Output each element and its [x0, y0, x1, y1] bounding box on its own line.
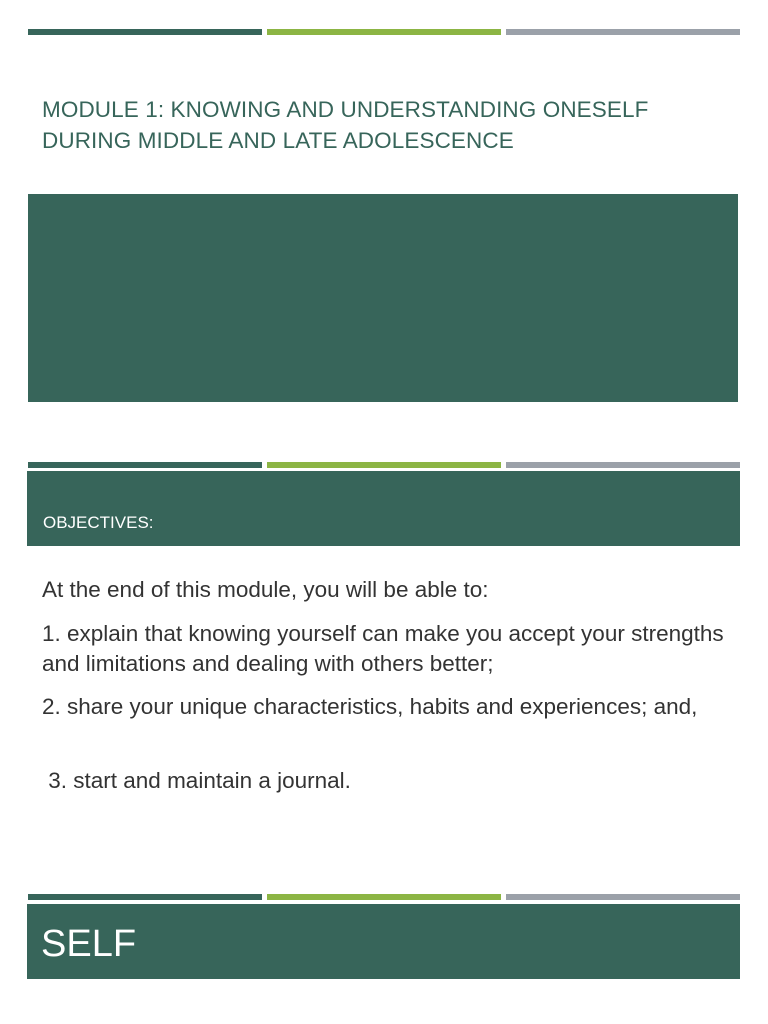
- accent-segment-light-green: [267, 462, 501, 468]
- objective-item: 3. start and maintain a journal.: [42, 768, 351, 793]
- accent-segment-gray: [506, 462, 740, 468]
- objective-item: 2. share your unique characteristics, habits and experiences; and,: [42, 694, 698, 719]
- objectives-intro: At the end of this module, you will be able to:: [42, 577, 489, 602]
- accent-segment-dark-green: [28, 894, 262, 900]
- slide-header-band: [27, 904, 740, 979]
- slide-title: SELF: [41, 923, 137, 965]
- accent-segment-gray: [506, 894, 740, 900]
- accent-bar: [28, 29, 740, 35]
- title-color-block: [28, 194, 738, 402]
- accent-segment-dark-green: [28, 462, 262, 468]
- accent-segment-light-green: [267, 894, 501, 900]
- accent-segment-gray: [506, 29, 740, 35]
- slide-header-band: [27, 471, 740, 546]
- accent-segment-light-green: [267, 29, 501, 35]
- accent-bar: [28, 462, 740, 468]
- accent-segment-dark-green: [28, 29, 262, 35]
- accent-bar: [28, 894, 740, 900]
- slide-title: OBJECTIVES:: [43, 513, 154, 532]
- objective-item: 1. explain that knowing yourself can make you accept your strengths and limitations and dealing with others better;: [42, 621, 724, 676]
- slide-title: MODULE 1: KNOWING AND UNDERSTANDING ONESELF DURING MIDDLE AND LATE ADOLESCENCE: [42, 97, 649, 153]
